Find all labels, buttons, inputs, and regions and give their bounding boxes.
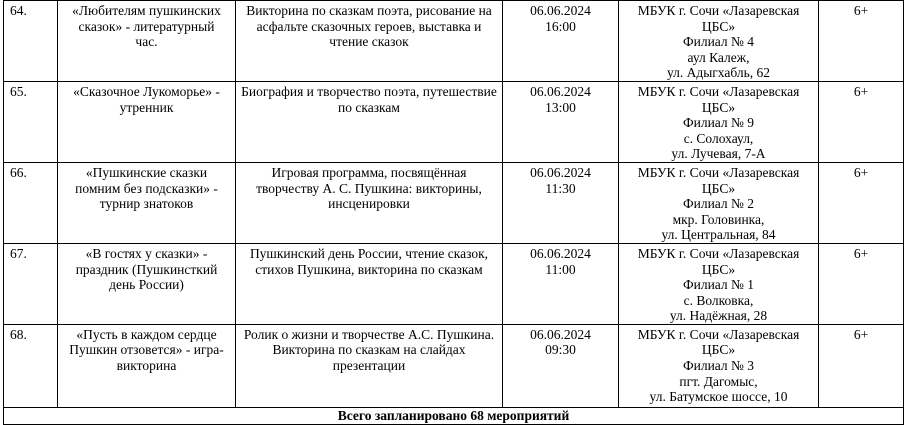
age-rating: 6+ [819,1,904,82]
event-location-line: ЦБС» [701,99,736,115]
event-name-line: час. [135,34,158,50]
event-date: 06.06.2024 [530,326,591,342]
row-number: 68. [4,324,58,407]
age-rating: 6+ [819,324,904,407]
event-name [58,243,236,324]
event-name-line: праздник (Пушкинсткий [75,261,218,277]
event-description-line: Пушкинский день России, чтение сказок, [249,245,489,261]
event-datetime [503,81,619,162]
event-description [236,81,503,162]
event-location-line: ул. Центральная, 84 [661,227,776,243]
event-row [4,243,904,324]
event-time: 11:00 [545,261,576,277]
event-time: 16:00 [545,18,576,34]
event-description-line: творчеству А. С. Пушкина: викторины, [256,180,482,196]
event-name [58,1,236,82]
event-name [58,162,236,243]
event-datetime [503,243,619,324]
event-description-line: Биография и творчество поэта, путешествие [241,83,497,99]
event-description-line: Викторина по сказкам на слайдах [272,342,466,358]
event-description-line: Ролик о жизни и творчестве А.С. Пушкина. [243,326,495,342]
event-date: 06.06.2024 [530,83,591,99]
event-location-line: ул. Надёжная, 28 [669,308,768,324]
event-name-line: «Любителям пушкинских [72,3,221,18]
event-location [619,324,819,407]
event-location [619,162,819,243]
event-location-line: с. Солохаул, [683,130,754,146]
events-table-body [4,1,904,425]
event-name-line: сказок» - литературный [78,18,215,34]
event-time: 13:00 [545,99,576,115]
event-location-line: ЦБС» [701,18,736,34]
event-name-line: помним без подсказки» - [75,180,218,196]
row-number: 67. [4,243,58,324]
event-row [4,1,904,82]
event-name-line: «Пусть в каждом сердце [76,326,217,342]
event-row [4,162,904,243]
event-location [619,243,819,324]
event-location-line: МБУК г. Сочи «Лазаревская [637,83,800,99]
event-location-line: пгт. Дагомыс, [679,373,758,389]
row-number: 65. [4,81,58,162]
event-row [4,324,904,407]
event-name-line: викторина [116,358,177,374]
total-cell: Всего запланировано 68 мероприятий [4,407,904,424]
event-description-line: стихов Пушкина, викторина по сказкам [255,261,483,277]
events-table [3,0,904,425]
event-location-line: Филиал № 2 [682,196,755,212]
event-description [236,324,503,407]
event-row [4,81,904,162]
event-location-line: МБУК г. Сочи «Лазаревская [637,164,800,180]
event-description-line: асфальте сказочных героев, выставка и [256,18,482,34]
event-datetime [503,324,619,407]
event-date: 06.06.2024 [530,3,591,18]
event-description-line: презентации [332,358,406,374]
event-name-line: Пушкин отзовется» - игра- [69,342,224,358]
event-description-line: чтение сказок [329,34,409,50]
event-name [58,324,236,407]
event-name-line: «Сказочное Лукоморье» - [73,83,220,99]
event-datetime [503,162,619,243]
event-description [236,162,503,243]
event-location-line: МБУК г. Сочи «Лазаревская [637,3,800,18]
event-name [58,81,236,162]
event-name-line: «В гостях у сказки» - [85,245,208,261]
event-description [236,243,503,324]
event-location-line: Филиал № 3 [682,358,755,374]
row-number: 66. [4,162,58,243]
event-description-line: Викторина по сказкам поэта, рисование на [246,3,492,18]
event-location-line: МБУК г. Сочи «Лазаревская [637,245,800,261]
event-location-line: аул Калеж, [687,49,750,65]
event-location-line: ул. Батумское шоссе, 10 [649,389,788,405]
event-name-line: день России) [109,277,184,293]
event-name-line: утренник [119,99,174,115]
event-location-line: ЦБС» [701,342,736,358]
event-date: 06.06.2024 [530,164,591,180]
event-location-line: с. Волковка, [683,292,754,308]
event-datetime [503,1,619,82]
age-rating: 6+ [819,81,904,162]
event-location-line: мкр. Головинка, [672,211,765,227]
total-row [4,407,904,424]
event-location-line: ул. Адыгхабль, 62 [666,65,771,81]
event-location-line: МБУК г. Сочи «Лазаревская [637,326,800,342]
row-number: 64. [4,1,58,82]
event-description [236,1,503,82]
event-location-line: ЦБС» [701,180,736,196]
event-time: 09:30 [545,342,576,358]
event-name-line: «Пушкинские сказки [85,164,208,180]
event-location [619,1,819,82]
event-description-line: Игровая программа, посвящённая [271,164,467,180]
event-location-line: ул. Лучевая, 7-А [671,146,766,162]
event-location-line: ЦБС» [701,261,736,277]
event-location-line: Филиал № 4 [682,34,755,50]
event-date: 06.06.2024 [530,245,591,261]
event-name-line: турнир знатоков [99,196,194,212]
event-location-line: Филиал № 1 [682,277,755,293]
event-description-line: по сказкам [338,99,400,115]
event-location [619,81,819,162]
event-location-line: Филиал № 9 [682,115,755,131]
age-rating: 6+ [819,162,904,243]
event-description-line: инсценировки [328,196,410,212]
age-rating: 6+ [819,243,904,324]
event-time: 11:30 [545,180,576,196]
